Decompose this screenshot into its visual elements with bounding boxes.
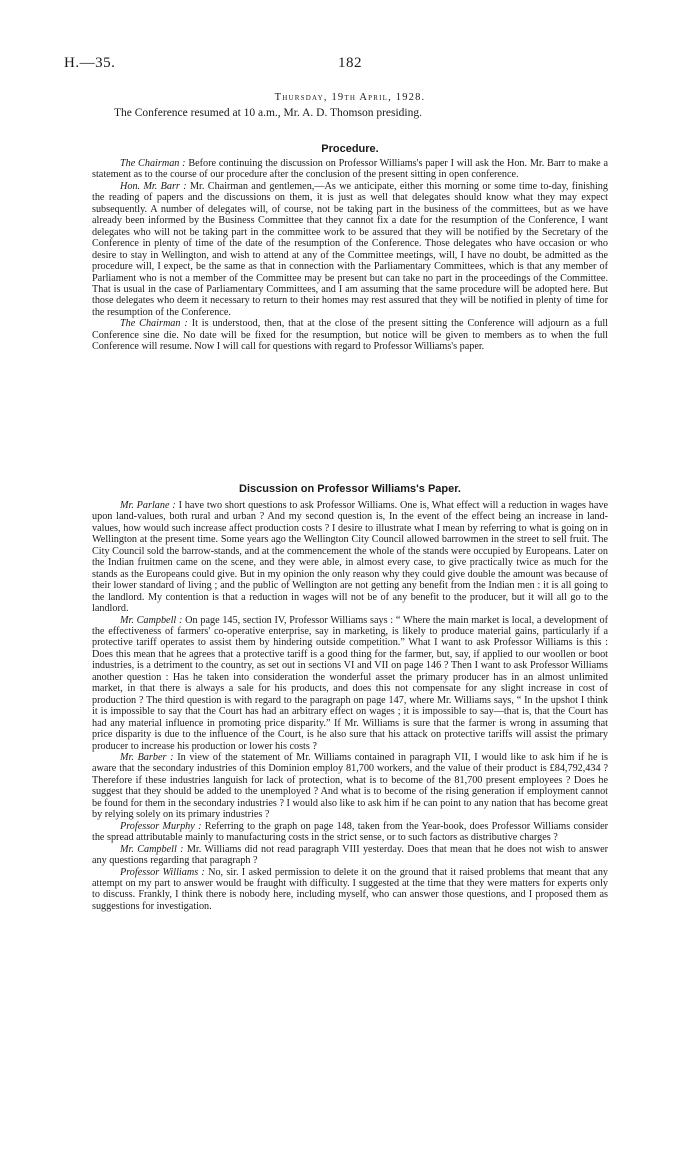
procedure-paragraph <box>92 181 608 318</box>
speaker-name: Hon. Mr. Barr : <box>120 180 187 192</box>
paragraph-text: Referring to the graph on page 148, taken from the Year-book, does Professor Williams consider the spread attributable mainly to manufacturing costs in the strict sense, or to such factors as distributive charges ? <box>92 820 608 844</box>
paragraph-text: Mr. Chairman and gentlemen,—As we anticipate, either this morning or some time to-day, finishing the reading of papers and the discussions on them, it is just as well that delegates should know what they may expect subsequently. A number of delegates will, of course, not be taking part in the business of the committees, but as we have already been informed by the Business Committee that they cannot fix a date for the resumption of the Conference, I want delegates who will not be taking part in the committee work to be assured that they will be notified by the Secretary of the Conference in plenty of time of the date of the resumption of the Conference. Those delegates who have occasion or who desire to stay in Wellington, and wish to attend at any of the Committee meetings, will, I have no doubt, be admitted as the procedure will, I expect, be the same as that in connection with the Parliamentary Committees, which is that any member of Parliament who is not a member of the Committee may be present but can take no part in the proceedings of the Committee. That is usual in the case of Parliamentary Committees, and I am assuming that the same procedure will be adopted here. But those delegates who deem it necessary to return to their homes may rest assured that they will be notified in plenty of time for the resumption of the Conference. <box>92 180 608 318</box>
speaker-name: Professor Williams : <box>120 866 205 878</box>
procedure-paragraph <box>92 158 608 181</box>
session-date: Thursday, 19th April, 1928. <box>274 92 426 103</box>
speaker-name: Mr. Barber : <box>120 751 174 763</box>
procedure-heading: Procedure. <box>321 143 379 155</box>
paragraph-text: On page 145, section IV, Professor Williams says : “ Where the main market is local, a development of the effectiveness of farmers' co-operative enterprise, say in marketing, is likely to produce material gains, particularly if a protective tariff operates to assist them by hindering outside competition.” What I want to ask Professor Williams is this : Does this mean that he agrees that a protective tariff is a good thing for the farmer, but, say, if applied to our woollen or boot industries, is a detriment to the country, as set out in sections VI and VII on page 146 ? Then I want to ask Professor Williams another question : Has he taken into consideration the wonderful asset the primary producer has in an almost unlimited market, in that there is always a sale for his products, and does this not compensate for any slight increase in cost of production ? The third question is with regard to the paragraph on page 147, where Mr. Williams says, “ In the upshot I think it is impossible to say that the Court has had an arbitrary effect on wages ; it is impossible to say—that is, that the Court has had any material influence in promoting price disparity.” If Mr. Williams is sure that the farmer is wrong in assuming that price disparity is due to the influence of the Court, is he also sure that his attack on protective tariffs will assist the primary producer to increase his production or lower his costs ? <box>92 614 609 752</box>
discussion-section <box>92 500 608 912</box>
speaker-name: The Chairman : <box>120 158 186 169</box>
discussion-paragraph <box>92 844 608 867</box>
paragraph-text: It is understood, then, that at the close of the present sitting the Conference will adjourn as a full Conference sine die. No date will be fixed for the resumption, but notice will be given to members as to when the full Conference will resume. Now I will call for questions with regard to Professor Williams's paper. <box>92 318 609 353</box>
speaker-name: The Chairman : <box>120 318 188 330</box>
paragraph-text: I have two short questions to ask Professor Williams. One is, What effect will a reduction in wages have upon land-values, both rural and urban ? And my second question is, In the event of the effect being an increase in land-values, how would such increase affect production costs ? I desire to illustrate what I mean by referring to what is going on in Wellington at the present time. Some years ago the Wellington City Council allowed barrowmen in the street to sell fruit. The City Council sold the barrow-stands, and at the commencement the whole of the stands were occupied by Europeans. Later on the Indian fruitmen came on the scene, and they were able, in almost every case, to give practically twice as much for the stands as the Europeans could give. But in my opinion the only reason why they could give double the amount was because of their lower standard of living ; and the public of Wellington are not getting any benefit from the Indian men : it is all going to the landlord. My contention is that a reduction in wages will not be of any benefit to the producer, but it will all go to the landlord. <box>92 500 609 615</box>
speaker-name: Mr. Campbell : <box>120 843 184 855</box>
paragraph-text: No, sir. I asked permission to delete it on the ground that it raised problems that meant that any attempt on my part to answer would be fraught with difficulty. I suggested at the time that they were matters for experts only to discuss. Frankly, I think there is nobody here, including myself, who can answer those questions, and I proposed them as suggestions for investigation. <box>92 866 609 912</box>
page-header <box>64 55 636 75</box>
document-id: H.—35. <box>64 55 116 71</box>
discussion-heading: Discussion on Professor Williams's Paper. <box>239 483 461 495</box>
speaker-name: Mr. Campbell : <box>120 614 183 626</box>
discussion-paragraph <box>92 500 608 615</box>
paragraph-text: Before continuing the discussion on Professor Williams's paper I will ask the Hon. Mr. Barr to make a statement as to the course of our procedure after the conclusion of the present sitting in open conference. <box>92 158 608 181</box>
speaker-name: Mr. Parlane : <box>120 500 176 511</box>
discussion-paragraph <box>92 821 608 844</box>
paragraph-text: Mr. Williams did not read paragraph VIII yesterday. Does that mean that he does not wish to answer any questions regarding that paragraph ? <box>92 843 608 867</box>
session-resumed-note: The Conference resumed at 10 a.m., Mr. A. D. Thomson presiding. <box>114 107 422 119</box>
speaker-name: Professor Murphy : <box>120 820 202 832</box>
page-number: 182 <box>338 55 362 71</box>
procedure-section <box>92 158 608 353</box>
procedure-paragraph <box>92 318 608 352</box>
discussion-paragraph <box>92 752 608 821</box>
discussion-paragraph <box>92 867 608 913</box>
paragraph-text: In view of the statement of Mr. Williams contained in paragraph VII, I would like to ask him if he is aware that the secondary industries of this Dominion employ 81,700 workers, and the value of their product is £84,792,434 ? Therefore if these industries languish for lack of protection, what is to become of the 81,700 present employees ? Does he suggest that they should be added to the unemployed ? And what is to become of the rising generation if employment cannot be found for them in the secondary industries ? I would also like to ask him if he can point to any nation that has become great by relying solely on its primary industries ? <box>92 751 609 821</box>
discussion-paragraph <box>92 615 608 752</box>
